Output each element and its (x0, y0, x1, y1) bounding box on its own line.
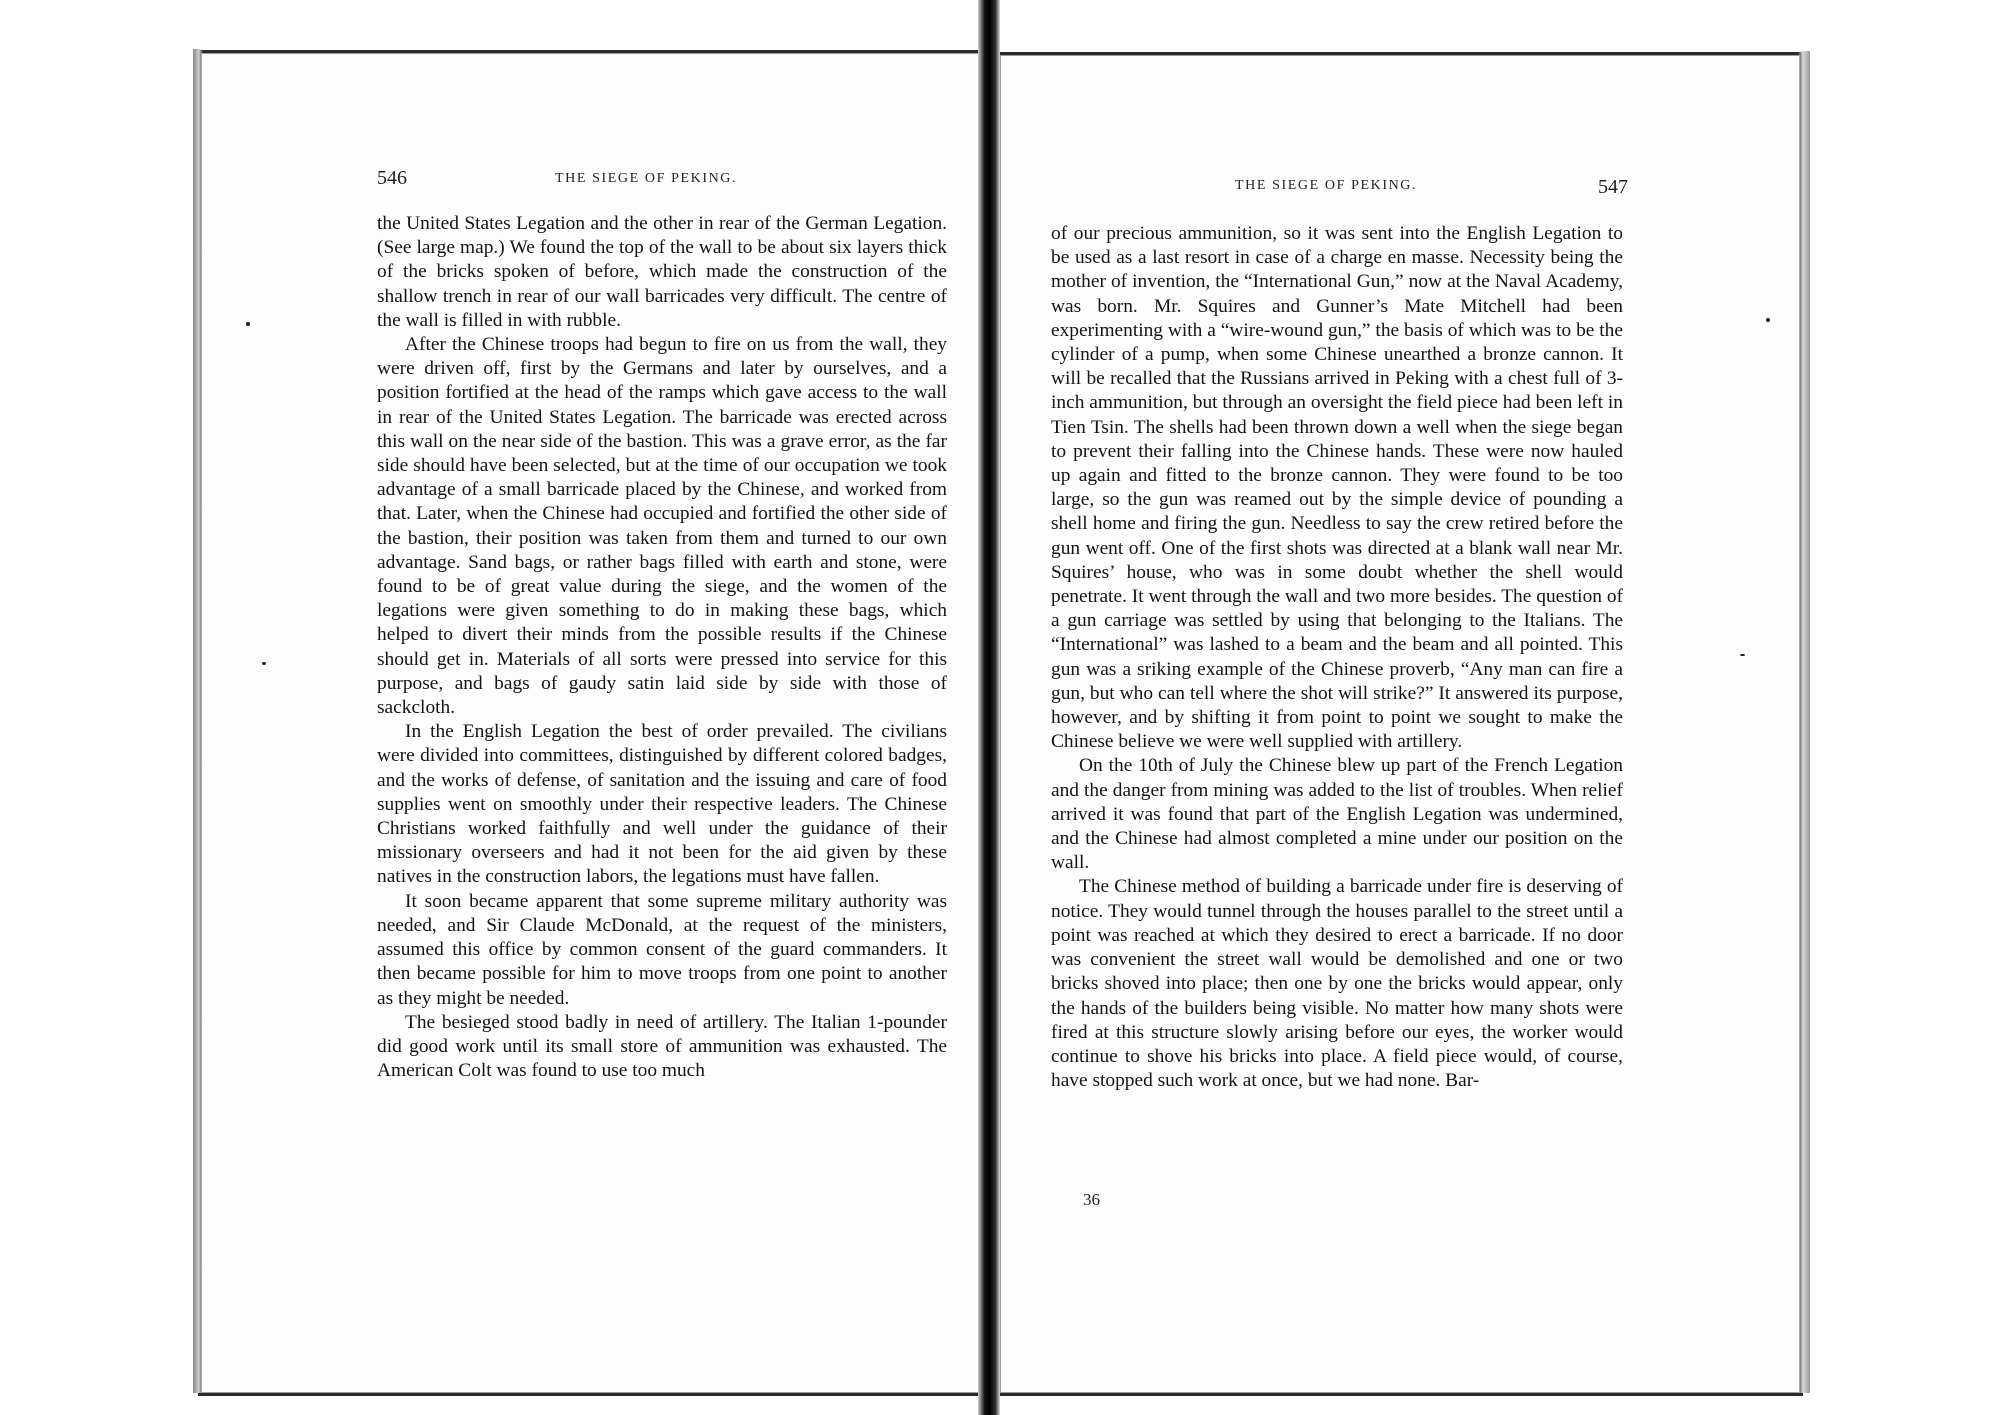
left-paragraph-4: It soon became apparent that some supreme military authority was needed, and Sir Claude McDonald, at the request of the ministers, assumed this office by common consent of the guard commanders. It then became possible for him to move troops from one point to another as they might be needed. (377, 890, 947, 1009)
right-paragraph-2: On the 10th of July the Chinese blew up part of the French Legation and the danger from mining was added to the list of troubles. When relief arrived it was found that part of the English Legation was undermined, and the Chinese had almost completed a mine under our position on the wall. (1051, 755, 1623, 874)
left-page-number: 546 (377, 167, 407, 189)
left-paragraph-3: In the English Legation the best of order prevailed. The civilians were divided into committees, distinguished by different colored badges, and the works of defense, of sanitation and the issuing and care of food supplies went on smoothly under their respective leaders. The Chinese Christians worked faithfully and well under the guidance of their missionary overseers and had it not been for the aid given by these natives in the construction labors, the legations must have fallen. (377, 721, 947, 888)
scan-speck (1766, 318, 1770, 322)
right-page-number: 547 (1598, 176, 1628, 198)
signature-mark: 36 (1083, 1190, 1100, 1209)
book-gutter (978, 0, 1000, 1415)
right-paragraph-3: The Chinese method of building a barricade under fire is deserving of notice. They would tunnel through the houses parallel to the street until a point was reached at which they desired to erect a barricade. If no door was convenient the street wall would be demolished and one or two bricks shoved into place; then one by one the bricks would appear, only the hands of the builders being visible. No matter how many shots were fired at this structure slowly arising before our eyes, the worker would continue to shove his bricks into place. A field piece would, of course, have stopped such work at once, but we had none. Bar- (1051, 876, 1623, 1092)
left-paragraph-5: The besieged stood badly in need of artillery. The Italian 1-pounder did good work until its small store of ammunition was exhausted. The American Colt was found to use too much (377, 1011, 947, 1082)
left-running-head: THE SIEGE OF PEKING. (555, 171, 738, 186)
left-paragraph-2: After the Chinese troops had begun to fire on us from the wall, they were driven off, first by the Germans and later by ourselves, and a position fortified at the head of the ramps which gave access to the wall in rear of the United States Legation. The barricade was erected across this wall on the near side of the bastion. This was a grave error, as the far side should have been selected, but at the time of our occupation we took advantage of a small barricade placed by the Chinese, and worked from that. Later, when the Chinese had occupied and fortified the other side of the bastion, their position was taken from them and turned to our own advantage. Sand bags, or rather bags filled with earth and stone, were found to be of great value during the siege, and the women of the legations were given something to do in making these bags, which helped to divert their minds from the possible results if the Chinese should get in. Materials of all sorts were pressed into service for this purpose, and bags of gaudy satin laid side by side with those of sackcloth. (377, 334, 947, 719)
left-text-block (377, 212, 947, 1083)
scan-speck (246, 322, 250, 326)
scan-speck (262, 662, 266, 665)
right-text-block (1051, 222, 1623, 1093)
scan-speck (1740, 654, 1745, 656)
right-paragraph-1: of our precious ammunition, so it was sent into the English Legation to be used as a last resort in case of a charge en masse. Necessity being the mother of invention, the “International Gun,” now at the Naval Academy, was born. Mr. Squires and Gunner’s Mate Mitchell had been experimenting with a “wire-wound gun,” the basis of which was to be the cylinder of a pump, when some Chinese unearthed a bronze cannon. It will be recalled that the Russians arrived in Peking with a chest full of 3-inch ammunition, but through an oversight the field piece had been left in Tien Tsin. The shells had been thrown down a well when the siege began to prevent their falling into the Chinese hands. These were now hauled up again and fitted to the bronze cannon. They were found to be too large, so the gun was reamed out by the simple device of pounding a shell home and firing the gun. Needless to say the crew retired before the gun went off. One of the first shots was directed at a blank wall near Mr. Squires’ house, who was in some doubt whether the shell would penetrate. It went through the wall and two more besides. The question of a gun carriage was settled by using that belonging to the Italians. The “International” was lashed to a beam and the beam and all pointed. This gun was a sriking example of the Chinese proverb, “Any man can fire a gun, but who can tell where the shot will strike?” It answered its purpose, however, and by shifting it from point to point we sought to make the Chinese believe we were well supplied with artillery. (1051, 223, 1623, 753)
left-paragraph-1: the United States Legation and the other in rear of the German Legation. (See large map.) We found the top of the wall to be about six layers thick of the bricks spoken of before, which made the construction of the shallow trench in rear of our wall barricades very difficult. The centre of the wall is filled in with rubble. (377, 213, 947, 331)
right-running-head: THE SIEGE OF PEKING. (1235, 178, 1418, 193)
